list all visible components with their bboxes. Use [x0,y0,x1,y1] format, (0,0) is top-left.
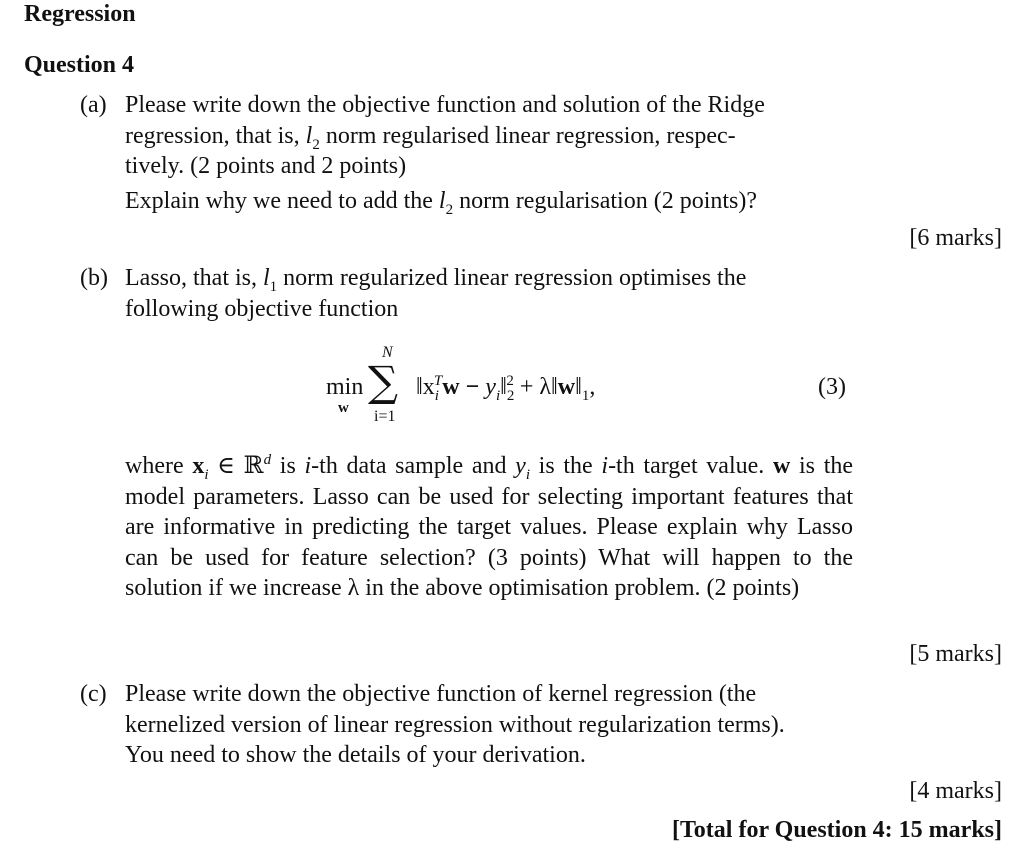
part-a-explain: Explain why we need to add the $l_2$ norm regularisation (2 points)? [125,188,758,218]
part-a-line-1: Please write down the objective function and solution of the Ridge [125,92,765,118]
part-c-line-2: kernelized version of linear regression without regularization terms). [125,711,785,738]
eq-number: (3) [818,374,846,400]
part-c-text [125,679,885,771]
part-b-intro-line-2: following objective function [125,295,399,322]
eq-body: $‖x_i^Tw$ − $y_i‖_2^2$ + $\lambda‖w‖_1$, [416,373,596,404]
eq-min-sub: w [338,400,349,416]
eq-min: min [326,374,364,400]
part-c-line-3: You need to show the details of your derivation. [125,742,586,768]
part-a-text [125,90,853,182]
eq-sum-bottom: i=1 [374,408,396,425]
part-c-label: (c) [80,681,107,707]
part-c-marks: [4 marks] [909,778,1002,804]
part-a-line-3: tively. (2 points and 2 points) [125,153,407,179]
eq-sum-top: N [382,344,393,361]
lasso-equation [326,344,856,434]
part-c-line-1: Please write down the objective function of kernel regression (the [125,681,757,707]
part-b-intro [125,263,853,324]
part-a-line-2: regression, that is, $l_2$ norm regularised linear regression, respec- [125,122,736,153]
part-b-where: where $x_i$ ∈ ℝ$^d$ is i-th data sample and $y_i$ is the i-th target value. w is the model parameters. Lasso can be used for selecting important features that are informative in predicting the target values. Please explain why Lasso can be used for feature selection? (3 points) What will happen to the solution if we increase λ in the above optimisation problem. (2 points) [125,452,854,601]
part-a-marks: [6 marks] [909,225,1002,251]
part-b-label: (b) [80,265,108,291]
part-a-label: (a) [80,92,107,118]
section-title: Regression [24,1,136,27]
question-title: Question 4 [24,52,135,78]
eq-sum-symbol: ∑ [368,357,398,406]
part-b-body: is the model parameters. Lasso can be used for selecting important features that are informative in predicting the target values. Please explain why Lasso can be used for feature selection? (3 points) What will happen to the solution if we increase λ in the above optimisation problem. (2 points) [125,453,854,601]
part-b-intro-line-1: Lasso, that is, $l_1$ norm regularized linear regression optimises the [125,265,747,295]
question-total-marks: [Total for Question 4: 15 marks] [672,817,1002,843]
part-b-marks: [5 marks] [909,641,1002,667]
